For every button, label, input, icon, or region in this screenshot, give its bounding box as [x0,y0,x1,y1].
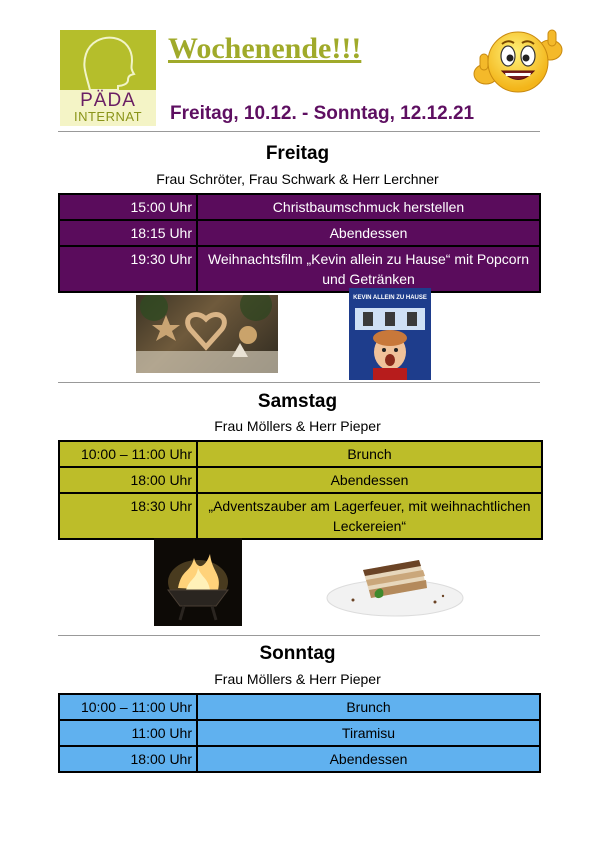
sunday-heading: Sonntag [259,643,336,664]
thumbs-up-smiley-icon [468,26,568,98]
logo-text-internat: INTERNAT [73,109,143,124]
activity-cell: Abendessen [197,220,540,246]
activity-cell: Brunch [197,441,542,467]
time-cell: 18:15 Uhr [59,220,197,246]
home-alone-movie-poster [349,288,431,380]
tiramisu-photo [323,540,468,620]
activity-cell: „Adventszauber am Lagerfeuer, mit weihnachtlichen Leckereien“ [197,493,542,539]
fire-bowl-photo [154,538,242,626]
paeda-internat-logo [60,30,156,126]
table-row [59,441,542,467]
table-row [59,467,542,493]
saturday-staff: Frau Möllers & Herr Pieper [214,418,381,434]
sunday-staff: Frau Möllers & Herr Pieper [214,671,381,687]
divider [58,635,540,636]
time-cell: 15:00 Uhr [59,194,197,220]
friday-heading: Freitag [265,143,330,164]
activity-cell: Tiramisu [197,720,540,746]
logo-text-paeda: PÄDA [80,90,136,111]
table-row [59,493,542,539]
time-cell: 18:00 Uhr [59,467,197,493]
activity-cell: Abendessen [197,467,542,493]
time-cell: 19:30 Uhr [59,246,197,292]
page-title: Wochenende!!! [168,32,362,65]
table-row [59,246,540,292]
activity-cell: Brunch [197,694,540,720]
saturday-heading: Samstag [257,391,338,412]
friday-schedule-table [58,193,541,293]
activity-cell: Abendessen [197,746,540,772]
divider [58,131,540,132]
sunday-schedule-table [58,693,541,773]
table-row [59,194,540,220]
time-cell: 11:00 Uhr [59,720,197,746]
divider [58,382,540,383]
activity-cell: Weihnachtsfilm „Kevin allein zu Hause“ mit Popcorn und Getränken [197,246,540,292]
christmas-ornaments-photo [136,295,278,373]
date-range: Freitag, 10.12. - Sonntag, 12.12.21 [170,103,475,124]
table-row [59,694,540,720]
table-row [59,746,540,772]
friday-staff: Frau Schröter, Frau Schwark & Herr Lerchner [156,171,439,187]
activity-cell: Christbaumschmuck herstellen [197,194,540,220]
time-cell: 18:30 Uhr [59,493,197,539]
table-row [59,220,540,246]
time-cell: 10:00 – 11:00 Uhr [59,694,197,720]
time-cell: 10:00 – 11:00 Uhr [59,441,197,467]
saturday-schedule-table [58,440,543,540]
poster-title: KEVIN ALLEIN ZU HAUSE [353,295,427,301]
table-row [59,720,540,746]
time-cell: 18:00 Uhr [59,746,197,772]
profile-head-icon [60,30,156,90]
